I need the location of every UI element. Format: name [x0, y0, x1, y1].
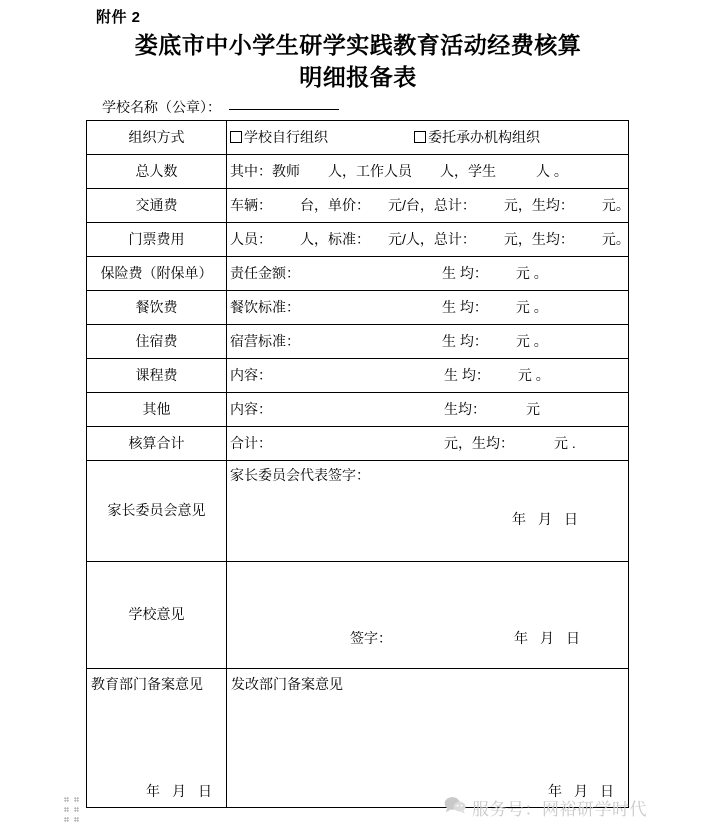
dot [74, 797, 79, 802]
other-trail: 生均： [444, 400, 486, 417]
school-name-line [102, 97, 339, 117]
date-month-label: 月 [172, 783, 186, 799]
row-label-total-accounting: 核算合计 [87, 427, 227, 461]
row-label-ticket-fee: 门票费用 [87, 223, 227, 257]
date-month-label: 月 [540, 630, 554, 646]
page-title-line-1: 娄底市中小学生研学实践教育活动经费核算 [134, 33, 582, 58]
checkbox-entrusted-agency[interactable] [414, 131, 426, 143]
dot [64, 807, 69, 812]
row-label-total-people: 总人数 [87, 155, 227, 189]
lodging-trail: 生 均： [442, 332, 488, 349]
table-row [87, 223, 629, 257]
total-lead: 合计： [230, 434, 272, 451]
ticket-part-3: 元/人，总计： [388, 230, 476, 247]
total-unit: 元 . [554, 434, 576, 451]
page-title [86, 30, 630, 94]
row-label-organization-mode: 组织方式 [87, 121, 227, 155]
ticket-part-1: 人员： [230, 230, 272, 247]
course-unit: 元 。 [517, 366, 550, 383]
row-value-organization-mode [227, 121, 629, 155]
transport-part-3: 元/台，总计： [388, 196, 476, 213]
row-value-ticket-fee [227, 223, 629, 257]
lodging-unit: 元 。 [515, 332, 548, 349]
total-people-part-1: 其中：教师 [230, 162, 300, 179]
insurance-unit: 元 。 [515, 264, 548, 281]
lodging-lead: 宿营标准： [230, 332, 300, 349]
row-value-transport-fee [227, 189, 629, 223]
row-label-catering-fee: 餐饮费 [87, 291, 227, 325]
checkbox-label-school-self-organized: 学校自行组织 [244, 128, 328, 145]
table-row-school-opinion [87, 562, 629, 669]
row-label-insurance-fee: 保险费（附保单） [87, 257, 227, 291]
dot [74, 817, 79, 822]
other-lead: 内容： [230, 400, 272, 417]
page-title-line-2: 明细报备表 [299, 65, 417, 90]
row-value-total-people [227, 155, 629, 189]
course-trail: 生 均： [444, 366, 490, 383]
filing-cell-education-department[interactable] [87, 669, 227, 808]
row-value-total-accounting [227, 427, 629, 461]
table-row [87, 359, 629, 393]
school-opinion-date [508, 628, 586, 648]
school-signature-row [230, 628, 622, 648]
other-unit: 元 [526, 400, 540, 417]
ticket-part-2: 人，标准： [300, 230, 370, 247]
transport-part-1: 车辆： [230, 196, 272, 213]
row-value-catering-fee [227, 291, 629, 325]
school-name-blank[interactable] [229, 109, 339, 110]
row-label-school-opinion: 学校意见 [87, 562, 227, 669]
dot-grid-decoration [64, 797, 80, 823]
row-label-lodging-fee: 住宿费 [87, 325, 227, 359]
catering-trail: 生 均： [442, 298, 488, 315]
transport-part-2: 台，单价： [300, 196, 370, 213]
row-label-parent-committee-opinion: 家长委员会意见 [87, 461, 227, 562]
ticket-part-4: 元，生均： [503, 230, 574, 247]
table-row-parent-committee-opinion [87, 461, 629, 562]
row-value-course-fee [227, 359, 629, 393]
table-row-filing-opinions [87, 669, 629, 808]
expense-form-table [86, 120, 629, 808]
filing-cell-development-reform-department[interactable] [227, 669, 629, 808]
row-label-other-fee: 其他 [87, 393, 227, 427]
date-day-label: 日 [564, 511, 578, 527]
date-month-label: 月 [538, 511, 552, 527]
date-year-label: 年 [146, 783, 160, 799]
school-signature-label: 签字： [350, 630, 392, 646]
transport-part-4: 元，生均： [503, 196, 574, 213]
date-day-label: 日 [600, 783, 614, 799]
filing-date-education-department [140, 781, 218, 801]
row-value-lodging-fee [227, 325, 629, 359]
date-year-label: 年 [514, 630, 528, 646]
date-day-label: 日 [198, 783, 212, 799]
date-month-label: 月 [574, 783, 588, 799]
row-value-other-fee [227, 393, 629, 427]
total-trail: 元，生均： [444, 434, 514, 451]
total-people-part-4: 人 。 [536, 162, 568, 179]
table-row [87, 393, 629, 427]
parent-signature-label: 家长委员会代表签字： [230, 467, 370, 483]
checkbox-label-entrusted-agency: 委托承办机构组织 [428, 128, 540, 145]
total-people-part-3: 人，学生 [440, 162, 496, 179]
date-year-label: 年 [512, 511, 526, 527]
insurance-lead: 责任金额： [230, 264, 300, 281]
date-day-label: 日 [566, 630, 580, 646]
filing-date-development-reform-department [542, 781, 620, 801]
table-row [87, 325, 629, 359]
checkbox-school-self-organized[interactable] [230, 131, 242, 143]
row-value-school-opinion[interactable] [227, 562, 629, 669]
total-people-part-2: 人，工作人员 [328, 162, 412, 179]
school-name-label: 学校名称（公章）： [102, 99, 221, 115]
table-row [87, 121, 629, 155]
course-lead: 内容： [230, 366, 272, 383]
row-value-insurance-fee [227, 257, 629, 291]
date-year-label: 年 [548, 783, 562, 799]
table-row [87, 155, 629, 189]
dot [64, 817, 69, 822]
watermark-text: 服务号：网裕研学时代 [472, 800, 647, 819]
dot [64, 797, 69, 802]
filing-title-development-reform-department: 发改部门备案意见 [231, 676, 343, 692]
transport-part-5: 元。 [601, 196, 630, 213]
table-row [87, 257, 629, 291]
attachment-label: 附件 2 [96, 9, 141, 26]
row-label-course-fee: 课程费 [87, 359, 227, 393]
table-row [87, 291, 629, 325]
ticket-part-5: 元。 [601, 230, 630, 247]
parent-opinion-date [230, 509, 622, 529]
dot [74, 807, 79, 812]
row-label-transport-fee: 交通费 [87, 189, 227, 223]
catering-lead: 餐饮标准： [230, 298, 300, 315]
table-row [87, 427, 629, 461]
row-value-parent-committee-opinion[interactable] [227, 461, 629, 562]
filing-title-education-department: 教育部门备案意见 [91, 676, 203, 692]
catering-unit: 元 。 [515, 298, 548, 315]
insurance-trail: 生 均： [442, 264, 488, 281]
table-row [87, 189, 629, 223]
